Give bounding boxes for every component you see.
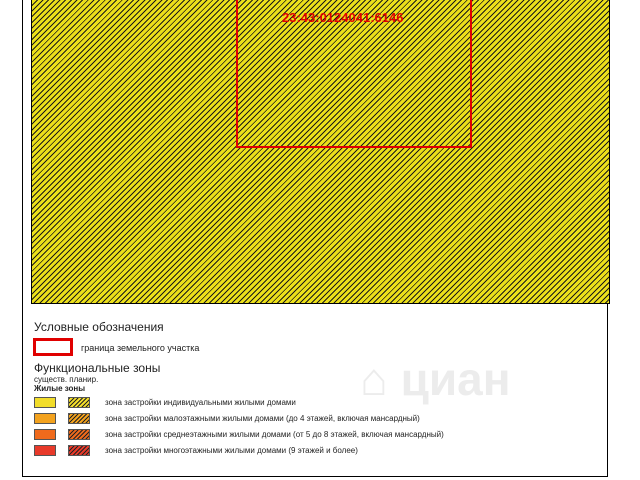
legend-row-label: зона застройки индивидуальными жилыми домами <box>105 398 296 407</box>
watermark-text: циан <box>400 353 511 405</box>
functional-zones-subtitle: существ. планир. <box>34 375 99 384</box>
legend-row-low-rise <box>34 413 594 426</box>
cian-logo-icon: ⌂ <box>360 353 388 405</box>
legend-row-label: зона застройки малоэтажными жилыми домами (до 4 этажей, включая мансардный) <box>105 414 420 423</box>
planned-zone-swatch <box>68 413 90 424</box>
cian-watermark <box>360 352 511 406</box>
residential-zones-heading: Жилые зоны <box>34 384 86 393</box>
existing-zone-swatch <box>34 445 56 456</box>
planned-zone-swatch <box>68 429 90 440</box>
existing-zone-swatch <box>34 397 56 408</box>
legend-row-mid-rise <box>34 429 594 442</box>
legend-row-label: зона застройки среднеэтажными жилыми домами (от 5 до 8 этажей, включая мансардный) <box>105 430 444 439</box>
parcel-cadastral-number: 23:43:0124041:6146 <box>282 10 404 25</box>
planned-zone-swatch <box>68 397 90 408</box>
parcel-boundary-swatch <box>33 338 73 356</box>
parcel-boundary-label: граница земельного участка <box>81 343 200 353</box>
legend-row-high-rise <box>34 445 594 458</box>
planned-zone-swatch <box>68 445 90 456</box>
legend-title: Условные обозначения <box>34 320 164 334</box>
zone-map <box>31 0 610 304</box>
existing-zone-swatch <box>34 413 56 424</box>
existing-zone-swatch <box>34 429 56 440</box>
functional-zones-title: Функциональные зоны <box>34 361 161 375</box>
legend-row-label: зона застройки многоэтажными жилыми домами (9 этажей и более) <box>105 446 358 455</box>
